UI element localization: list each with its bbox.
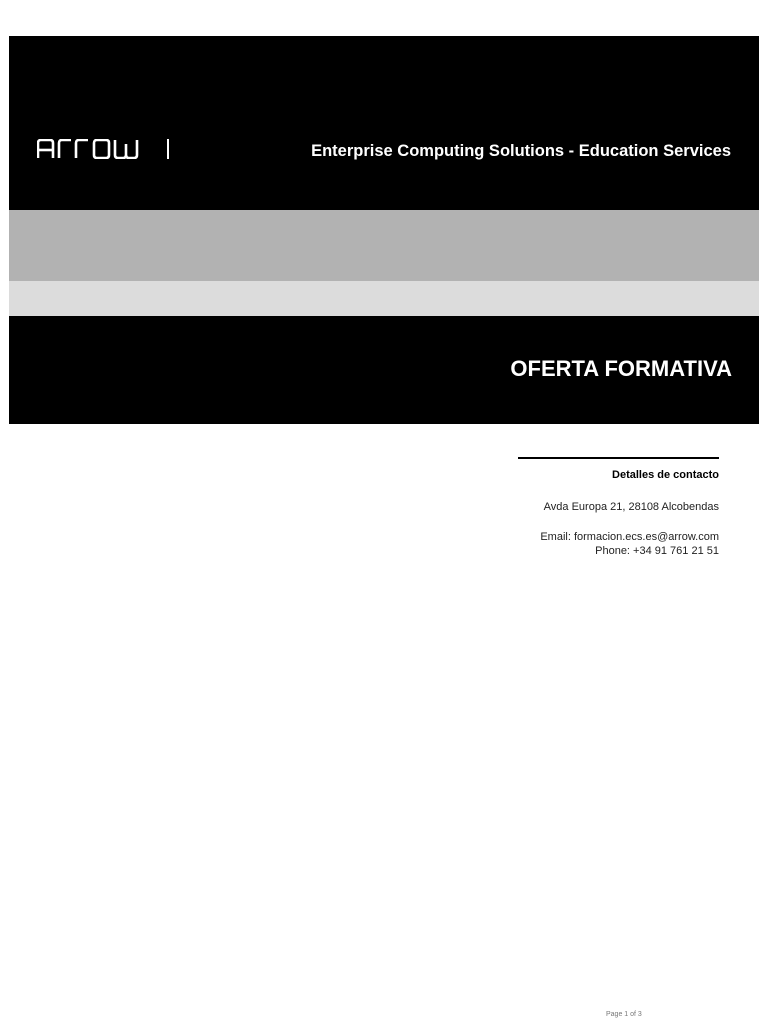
organization-name: Enterprise Computing Solutions - Education Services xyxy=(311,142,731,160)
title-band xyxy=(9,316,759,424)
contact-details xyxy=(518,457,719,558)
page-number: Page 1 of 3 xyxy=(606,1011,642,1018)
light-gray-band xyxy=(9,281,759,316)
contact-divider xyxy=(518,457,719,459)
header-band xyxy=(9,36,759,210)
arrow-logo-icon xyxy=(37,139,145,159)
contact-heading: Detalles de contacto xyxy=(612,469,719,481)
contact-phone: Phone: +34 91 761 21 51 xyxy=(595,545,719,557)
gray-band xyxy=(9,210,759,281)
logo-divider xyxy=(167,139,169,159)
contact-email[interactable]: Email: formacion.ecs.es@arrow.com xyxy=(540,531,719,543)
document-title: OFERTA FORMATIVA xyxy=(510,356,732,381)
contact-address: Avda Europa 21, 28108 Alcobendas xyxy=(543,501,719,513)
